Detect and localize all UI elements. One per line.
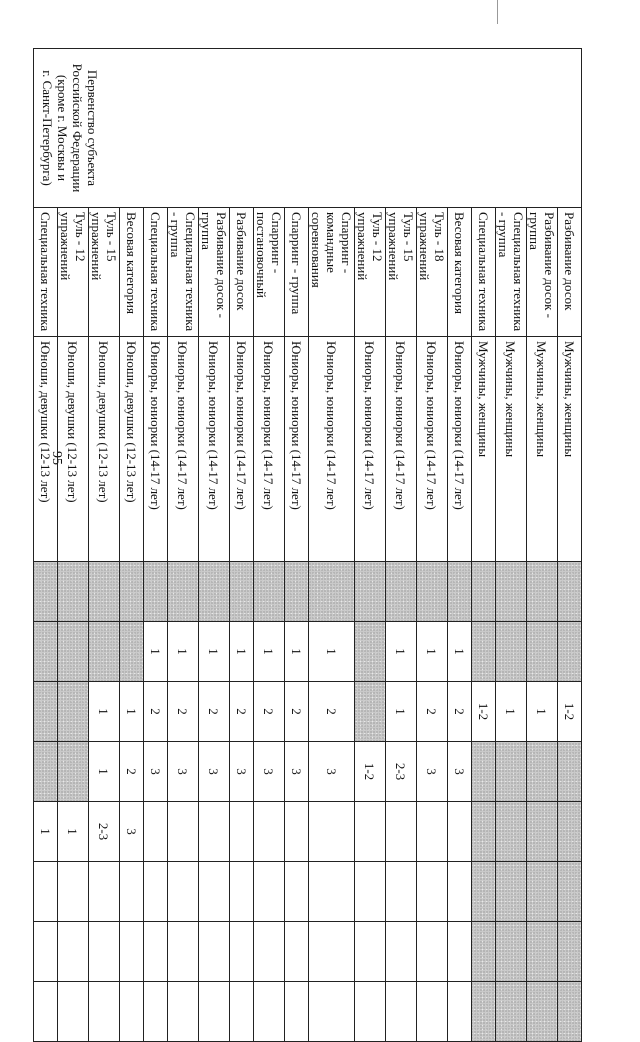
place-cell: 1 [144,622,168,682]
discipline-cell: Весовая категория [120,208,144,337]
age-group-cell: Мужчины, женщины [558,337,582,562]
age-group-cell: Юниоры, юниорки (14-17 лет) [144,337,168,562]
place-cell [254,922,285,982]
place-cell [527,802,558,862]
place-cell [285,982,309,1042]
place-cell [472,562,496,622]
competition-cell [34,49,472,208]
place-cell [144,922,168,982]
place-cell: 2-3 [386,742,417,802]
place-cell [168,982,199,1042]
place-cell: 1 [285,622,309,682]
table-row [558,49,582,1042]
place-cell [527,742,558,802]
place-cell [472,922,496,982]
place-cell: 2 [254,682,285,742]
discipline-cell: Спарринг - командные соревнования [309,208,355,337]
place-cell: 1 [199,622,230,682]
place-cell [472,862,496,922]
place-cell: 1-2 [472,682,496,742]
place-cell [496,922,527,982]
place-cell: 3 [120,802,144,862]
place-cell [496,562,527,622]
place-cell [472,622,496,682]
place-cell [448,922,472,982]
place-cell [34,982,58,1042]
place-cell: 1 [386,682,417,742]
place-cell [144,982,168,1042]
place-cell: 2 [120,742,144,802]
place-cell [120,622,144,682]
place-cell [558,802,582,862]
place-cell [355,802,386,862]
place-cell [34,622,58,682]
place-cell [199,862,230,922]
age-group-cell: Мужчины, женщины [472,337,496,562]
discipline-cell: Разбивание досок - группа [527,208,558,337]
place-cell: 1 [34,802,58,862]
place-cell: 1 [120,682,144,742]
place-cell [199,562,230,622]
discipline-cell: Специальная техника - группа [496,208,527,337]
place-cell [472,802,496,862]
place-cell [34,862,58,922]
place-cell [417,922,448,982]
place-cell: 3 [448,742,472,802]
place-cell [168,802,199,862]
place-cell [89,982,120,1042]
place-cell [230,802,254,862]
age-group-cell: Юниоры, юниорки (14-17 лет) [199,337,230,562]
place-cell [285,922,309,982]
place-cell [309,982,355,1042]
scan-margin-line [497,0,498,24]
discipline-cell: Весовая категория [448,208,472,337]
place-cell [144,802,168,862]
place-cell [496,982,527,1042]
place-cell [199,922,230,982]
place-cell: 1 [58,802,89,862]
place-cell: 2 [230,682,254,742]
place-cell: 1 [168,622,199,682]
place-cell [89,562,120,622]
place-cell [285,862,309,922]
age-group-cell: Юниоры, юниорки (14-17 лет) [386,337,417,562]
discipline-cell: Туль - 12 упражнений [355,208,386,337]
place-cell [386,982,417,1042]
place-cell [34,562,58,622]
age-group-cell: Юноши, девушки (12-13 лет) [58,337,89,562]
place-cell: 2 [285,682,309,742]
place-cell [34,682,58,742]
place-cell [144,562,168,622]
place-cell [199,982,230,1042]
age-group-cell: Юниоры, юниорки (14-17 лет) [230,337,254,562]
place-cell [58,922,89,982]
age-group-cell: Юниоры, юниорки (14-17 лет) [417,337,448,562]
place-cell [527,622,558,682]
place-cell: 1 [89,742,120,802]
age-group-cell: Юниоры, юниорки (14-17 лет) [448,337,472,562]
place-cell: 1 [254,622,285,682]
place-cell: 3 [230,742,254,802]
discipline-cell: Туль - 15 упражнений [89,208,120,337]
age-group-cell: Мужчины, женщины [496,337,527,562]
place-cell [230,862,254,922]
place-cell [58,562,89,622]
page-number-text: 95 [49,451,64,465]
place-cell [309,922,355,982]
place-cell: 1-2 [558,682,582,742]
place-cell [230,922,254,982]
place-cell [199,802,230,862]
place-cell [58,862,89,922]
place-cell [34,922,58,982]
place-cell [120,982,144,1042]
place-cell: 2 [309,682,355,742]
place-cell [417,802,448,862]
place-cell [58,682,89,742]
place-cell [527,982,558,1042]
place-cell [120,562,144,622]
place-cell [355,862,386,922]
place-cell: 3 [417,742,448,802]
place-cell [558,922,582,982]
table-body [34,49,582,1042]
place-cell [230,562,254,622]
age-group-cell: Юниоры, юниорки (14-17 лет) [355,337,386,562]
age-group-cell: Юниоры, юниорки (14-17 лет) [168,337,199,562]
place-cell [472,742,496,802]
place-cell [386,862,417,922]
place-cell [144,862,168,922]
place-cell [417,982,448,1042]
place-cell [558,622,582,682]
discipline-cell: Специальная техника - группа [168,208,199,337]
age-group-cell: Юноши, девушки (12-13 лет) [89,337,120,562]
place-cell [527,562,558,622]
place-cell [448,862,472,922]
competition-line: Российской Федерации [70,63,85,193]
place-cell [254,562,285,622]
age-group-cell: Юниоры, юниорки (14-17 лет) [254,337,285,562]
discipline-cell: Спарринг - постановочный [254,208,285,337]
competition-cell-blank [472,49,582,208]
place-cell [472,982,496,1042]
place-cell [168,922,199,982]
age-group-cell: Мужчины, женщины [527,337,558,562]
place-cell [448,562,472,622]
place-cell [386,802,417,862]
place-cell: 2 [168,682,199,742]
place-cell [58,622,89,682]
place-cell: 3 [144,742,168,802]
place-cell [355,562,386,622]
place-cell [527,922,558,982]
place-cell: 1 [448,622,472,682]
discipline-cell: Разбивание досок - группа [199,208,230,337]
place-cell [417,862,448,922]
place-cell: 3 [199,742,230,802]
place-cell [34,742,58,802]
place-cell [89,922,120,982]
place-cell: 1 [309,622,355,682]
discipline-cell: Туль - 18 упражнений [417,208,448,337]
place-cell [558,862,582,922]
discipline-cell: Туль - 12 упражнений [58,208,89,337]
place-cell: 3 [285,742,309,802]
discipline-cell: Разбивание досок [230,208,254,337]
place-cell [496,742,527,802]
place-cell: 1 [89,682,120,742]
place-cell: 2 [448,682,472,742]
place-cell [355,622,386,682]
place-cell [58,982,89,1042]
place-cell [254,802,285,862]
place-cell: 3 [168,742,199,802]
place-cell: 2-3 [89,802,120,862]
place-cell [309,802,355,862]
place-cell [496,862,527,922]
place-cell: 1 [417,622,448,682]
place-cell [309,562,355,622]
place-cell [386,922,417,982]
competition-line: Первенство субъекта [85,69,100,187]
place-cell [355,922,386,982]
place-cell [168,862,199,922]
age-group-cell: Юноши, девушки (12-13 лет) [34,337,58,562]
place-cell [58,742,89,802]
place-cell [285,802,309,862]
place-cell: 2 [199,682,230,742]
place-cell [309,862,355,922]
discipline-cell: Разбивание досок [558,208,582,337]
place-cell [230,982,254,1042]
discipline-cell: Специальная техника [144,208,168,337]
place-cell: 3 [254,742,285,802]
discipline-cell: Спарринг - группа [285,208,309,337]
age-group-cell: Юниоры, юниорки (14-17 лет) [309,337,355,562]
competition-line: (кроме г. Москвы и [55,74,70,182]
place-cell: 3 [309,742,355,802]
age-group-cell: Юниоры, юниорки (14-17 лет) [285,337,309,562]
place-cell [355,682,386,742]
place-cell [527,862,558,922]
place-cell [120,862,144,922]
place-cell: 1 [496,682,527,742]
place-cell [168,562,199,622]
place-cell [355,982,386,1042]
place-cell [120,922,144,982]
place-cell [417,562,448,622]
place-cell [558,562,582,622]
place-cell: 1 [386,622,417,682]
place-cell [89,622,120,682]
age-group-cell: Юноши, девушки (12-13 лет) [120,337,144,562]
place-cell [386,562,417,622]
place-cell [285,562,309,622]
place-cell: 1 [230,622,254,682]
place-cell [254,862,285,922]
table-row [448,49,472,1042]
place-cell: 1 [527,682,558,742]
discipline-cell: Туль - 15 упражнений [386,208,417,337]
place-cell [558,742,582,802]
place-cell: 1-2 [355,742,386,802]
place-cell [254,982,285,1042]
competition-line: г. Санкт-Петербурга) [40,70,55,186]
place-cell [448,982,472,1042]
place-cell [558,982,582,1042]
discipline-cell: Специальная техника [34,208,58,337]
place-cell [496,802,527,862]
place-cell [496,622,527,682]
place-cell: 2 [144,682,168,742]
discipline-cell: Специальная техника [472,208,496,337]
place-cell [89,862,120,922]
place-cell [448,802,472,862]
ranking-table [33,48,582,1042]
place-cell: 2 [417,682,448,742]
